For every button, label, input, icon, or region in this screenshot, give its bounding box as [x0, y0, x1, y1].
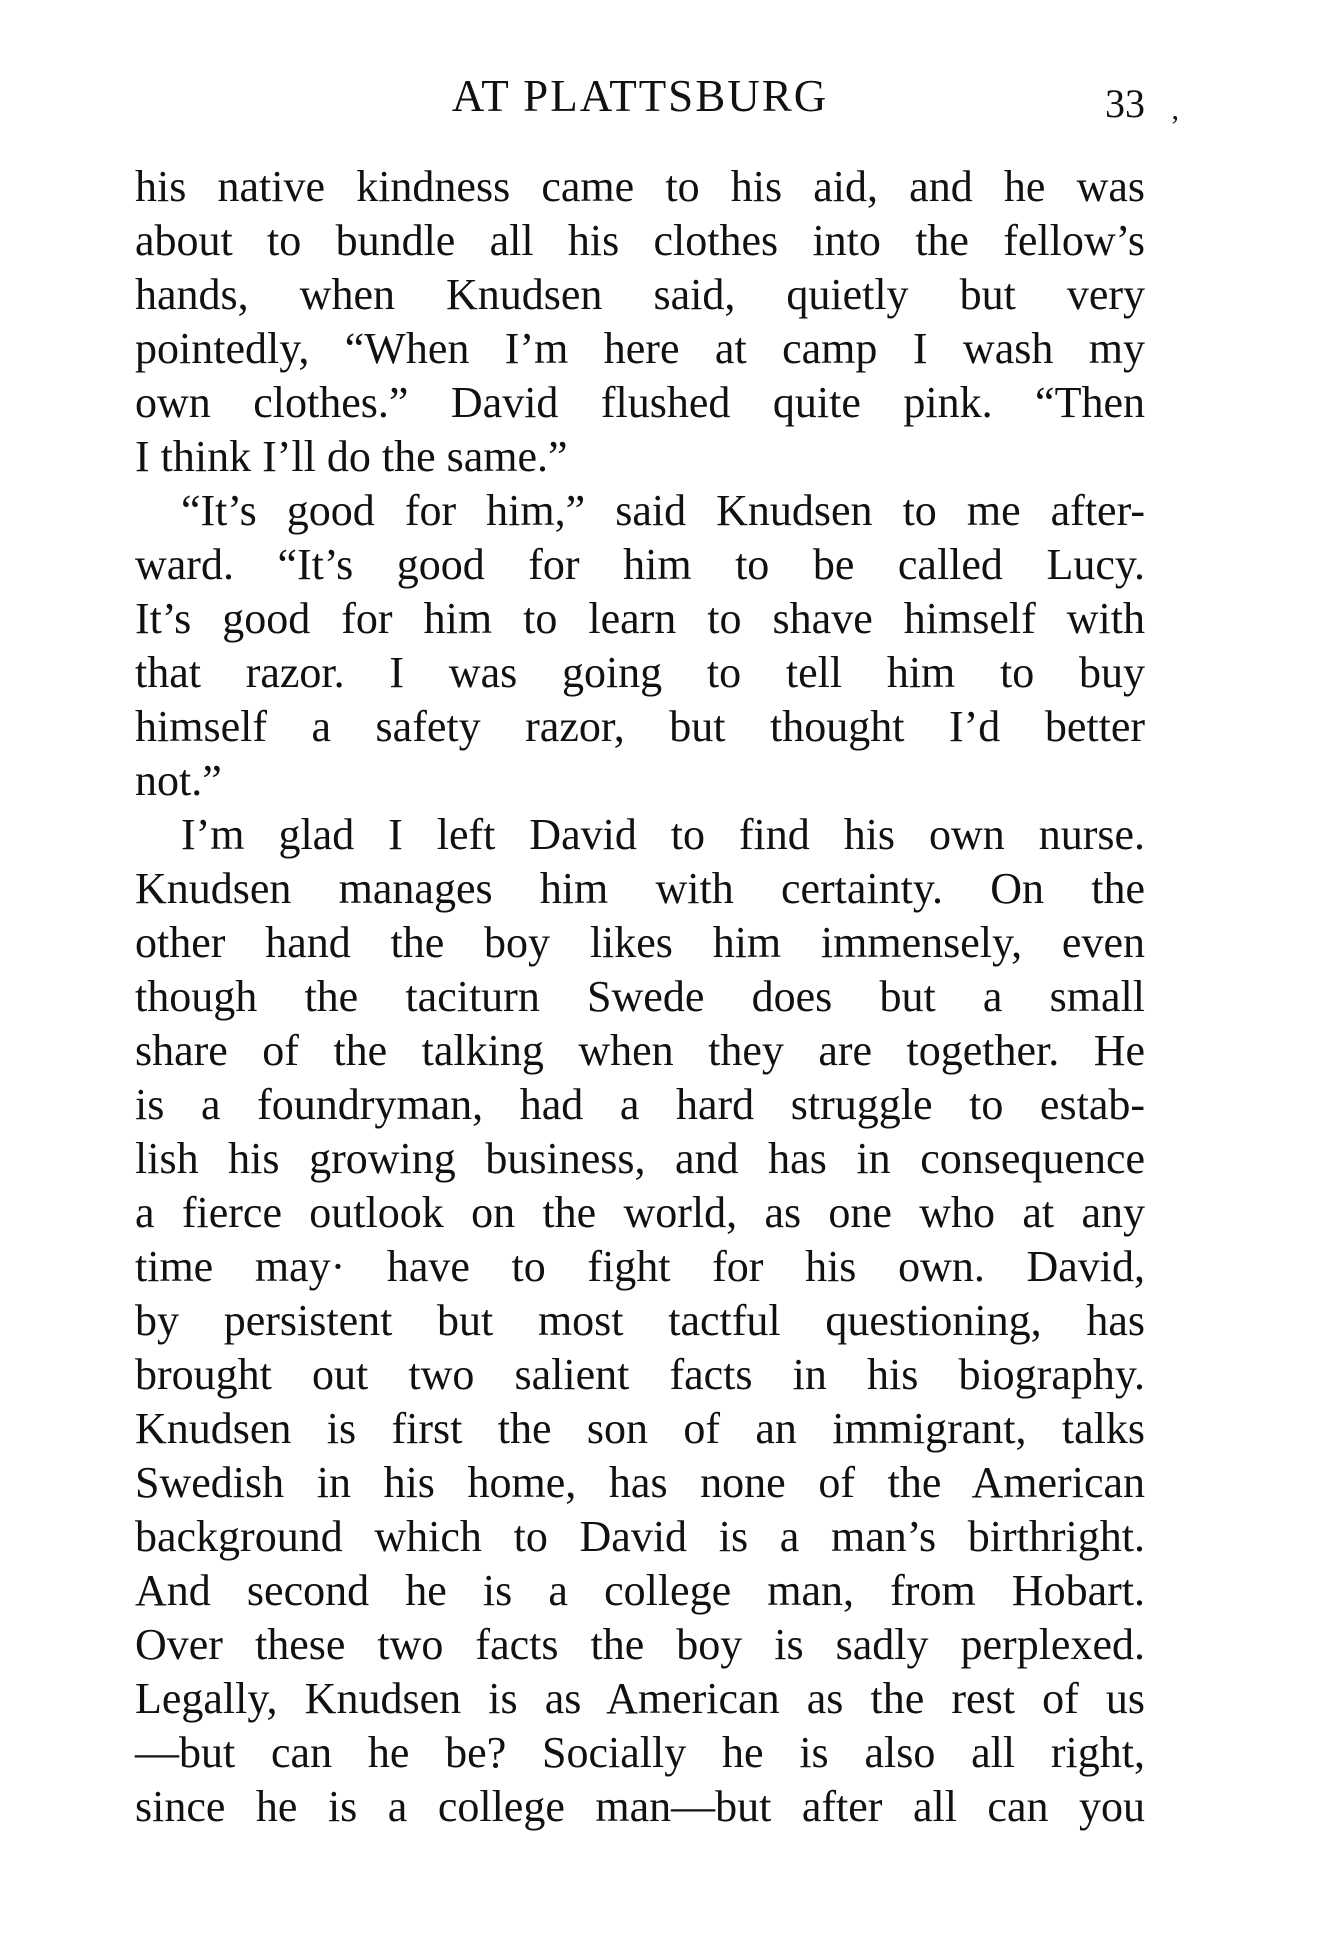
text-line: I’m glad I left David to find his own nurse. — [181, 810, 1145, 859]
text-line: “It’s good for him,” said Knudsen to me after- — [181, 486, 1145, 535]
text-line: Over these two facts the boy is sadly perplexed. — [135, 1620, 1145, 1669]
text-line: share of the talking when they are together. He — [135, 1026, 1145, 1075]
text-line: —but can he be? Socially he is also all right, — [135, 1728, 1145, 1777]
text-line: a fierce outlook on the world, as one who at any — [135, 1188, 1145, 1237]
text-line: ward. “It’s good for him to be called Lucy. — [135, 540, 1145, 589]
page-number: 33 — [1105, 81, 1145, 126]
text-line: himself a safety razor, but thought I’d better — [135, 702, 1145, 751]
text-line: And second he is a college man, from Hobart. — [135, 1566, 1145, 1615]
text-line: about to bundle all his clothes into the fellow’s — [135, 216, 1145, 265]
running-head: AT PLATTSBURG — [451, 71, 829, 121]
text-line: is a foundryman, had a hard struggle to estab- — [135, 1080, 1145, 1129]
text-line: though the taciturn Swede does but a small — [135, 972, 1145, 1021]
text-line: that razor. I was going to tell him to buy — [135, 648, 1145, 697]
stray-mark: , — [1171, 93, 1179, 126]
text-line: I think I’ll do the same.” — [135, 432, 568, 481]
text-line: It’s good for him to learn to shave himself with — [135, 594, 1145, 643]
text-line: Swedish in his home, has none of the American — [135, 1458, 1145, 1507]
page-header — [135, 66, 1179, 126]
text-line: his native kindness came to his aid, and he was — [135, 162, 1145, 211]
text-line: by persistent but most tactful questioning, has — [135, 1296, 1145, 1345]
text-line: background which to David is a man’s birthright. — [135, 1512, 1145, 1561]
text-line: Knudsen manages him with certainty. On the — [135, 864, 1145, 913]
text-line: pointedly, “When I’m here at camp I wash my — [135, 324, 1145, 373]
text-line: lish his growing business, and has in consequence — [135, 1134, 1145, 1183]
text-line: Knudsen is first the son of an immigrant, talks — [135, 1404, 1145, 1453]
text-line: hands, when Knudsen said, quietly but very — [135, 270, 1145, 319]
text-line: time may· have to fight for his own. David, — [135, 1242, 1145, 1291]
text-line: Legally, Knudsen is as American as the rest of us — [135, 1674, 1145, 1723]
body-text — [135, 160, 1145, 1834]
text-line: other hand the boy likes him immensely, even — [135, 918, 1145, 967]
text-line: own clothes.” David flushed quite pink. “Then — [135, 378, 1145, 427]
text-line: not.” — [135, 756, 222, 805]
text-line: brought out two salient facts in his biography. — [135, 1350, 1145, 1399]
text-line: since he is a college man—but after all can you — [135, 1782, 1145, 1831]
